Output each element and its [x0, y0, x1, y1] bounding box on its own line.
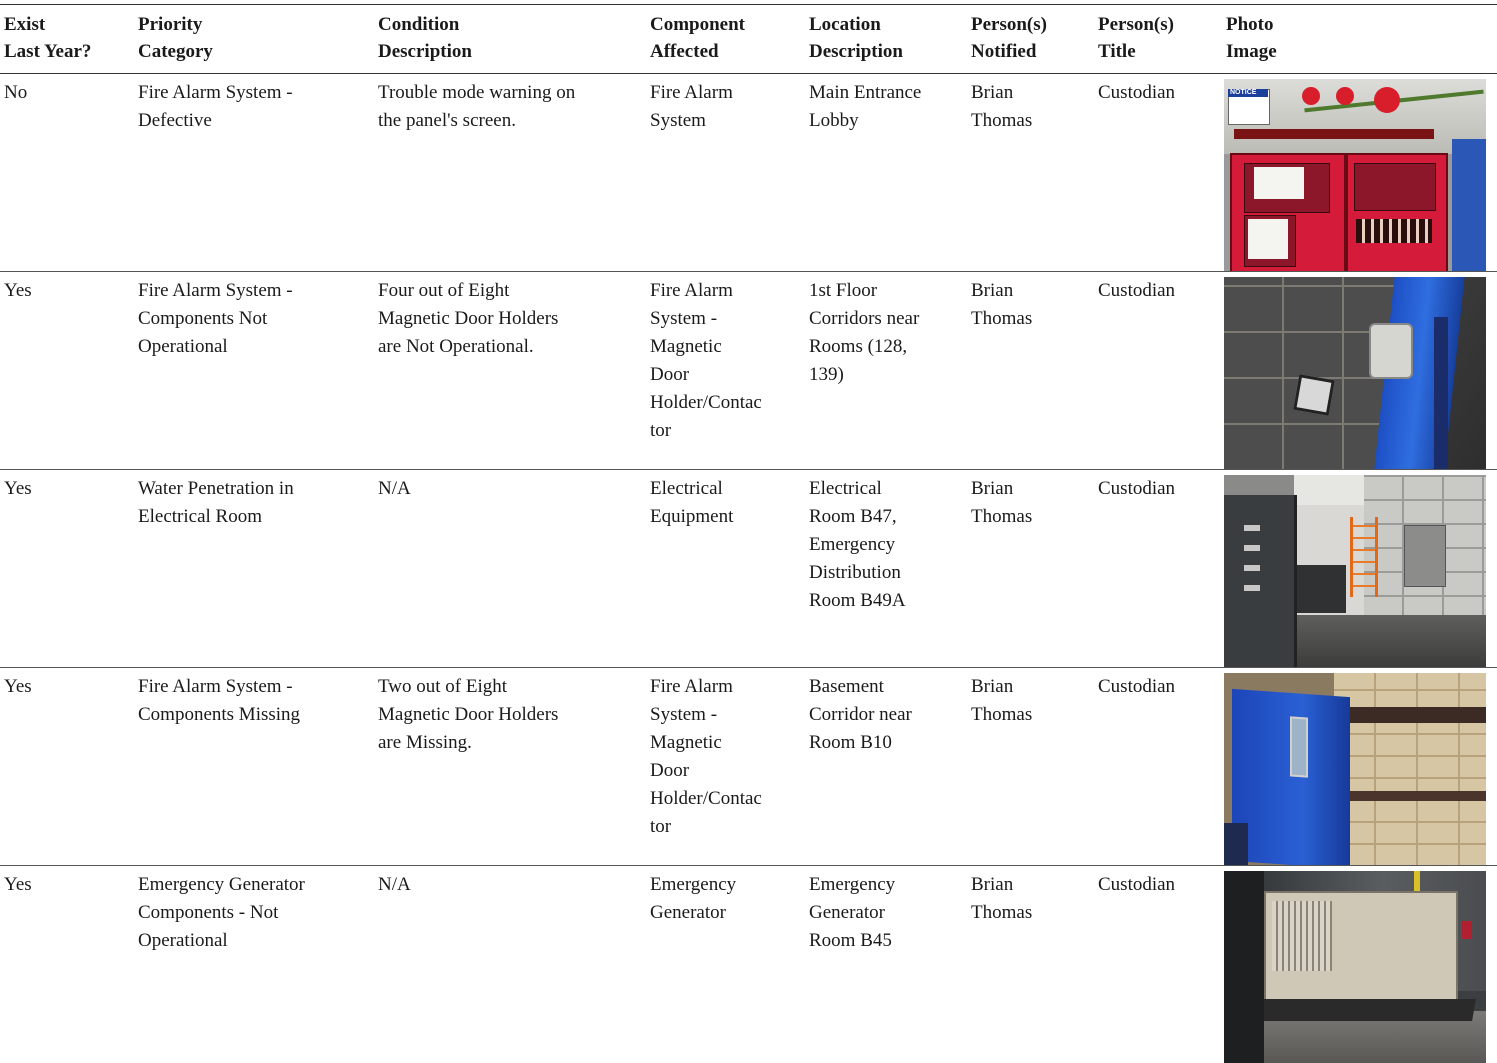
photo-emergency-generator	[1224, 871, 1486, 1063]
cell-component: Electrical Equipment	[646, 470, 805, 668]
header-persons-notified: Person(s) Notified	[967, 5, 1094, 74]
header-persons-title: Person(s) Title	[1094, 5, 1222, 74]
cell-condition: Two out of Eight Magnetic Door Holders are Missing.	[374, 668, 646, 866]
header-condition-description: Condition Description	[374, 5, 646, 74]
cell-title: Custodian	[1094, 866, 1222, 1063]
photo-basement-door	[1224, 673, 1486, 865]
cell-condition: N/A	[374, 470, 646, 668]
deficiency-table	[0, 4, 1497, 1063]
notice-sign-text: NOTICE	[1230, 89, 1256, 96]
cell-priority: Fire Alarm System - Components Missing	[134, 668, 374, 866]
table-row	[0, 866, 1497, 1063]
cell-condition: N/A	[374, 866, 646, 1063]
header-row	[0, 5, 1497, 74]
cell-notified: Brian Thomas	[967, 470, 1094, 668]
cell-exist: Yes	[0, 866, 134, 1063]
cell-title: Custodian	[1094, 470, 1222, 668]
cell-location: Emergency Generator Room B45	[805, 866, 967, 1063]
cell-location: Main Entrance Lobby	[805, 74, 967, 272]
cell-location: 1st Floor Corridors near Rooms (128, 139)	[805, 272, 967, 470]
photo-fire-alarm-panel	[1224, 79, 1486, 271]
photo-electrical-room	[1224, 475, 1486, 667]
cell-exist: Yes	[0, 470, 134, 668]
cell-condition: Four out of Eight Magnetic Door Holders are Not Operational.	[374, 272, 646, 470]
cell-notified: Brian Thomas	[967, 272, 1094, 470]
cell-component: Fire Alarm System - Magnetic Door Holder/Contac tor	[646, 668, 805, 866]
table-row	[0, 668, 1497, 866]
table-header	[0, 5, 1497, 74]
cell-photo	[1222, 470, 1497, 668]
photo-magnetic-door-holder	[1224, 277, 1486, 469]
header-location-description: Location Description	[805, 5, 967, 74]
cell-component: Fire Alarm System - Magnetic Door Holder/Contac tor	[646, 272, 805, 470]
cell-priority: Fire Alarm System - Defective	[134, 74, 374, 272]
cell-priority: Water Penetration in Electrical Room	[134, 470, 374, 668]
header-photo-image: Photo Image	[1222, 5, 1497, 74]
cell-condition: Trouble mode warning on the panel's screen.	[374, 74, 646, 272]
cell-exist: Yes	[0, 272, 134, 470]
header-priority-category: Priority Category	[134, 5, 374, 74]
cell-title: Custodian	[1094, 74, 1222, 272]
cell-exist: No	[0, 74, 134, 272]
cell-notified: Brian Thomas	[967, 866, 1094, 1063]
cell-photo	[1222, 272, 1497, 470]
cell-location: Electrical Room B47, Emergency Distribution Room B49A	[805, 470, 967, 668]
cell-exist: Yes	[0, 668, 134, 866]
table-row	[0, 470, 1497, 668]
cell-photo	[1222, 74, 1497, 272]
cell-location: Basement Corridor near Room B10	[805, 668, 967, 866]
cell-component: Fire Alarm System	[646, 74, 805, 272]
table-row	[0, 272, 1497, 470]
cell-component: Emergency Generator	[646, 866, 805, 1063]
cell-priority: Emergency Generator Components - Not Operational	[134, 866, 374, 1063]
table-row	[0, 74, 1497, 272]
header-component-affected: Component Affected	[646, 5, 805, 74]
cell-notified: Brian Thomas	[967, 668, 1094, 866]
cell-notified: Brian Thomas	[967, 74, 1094, 272]
cell-title: Custodian	[1094, 668, 1222, 866]
table-body	[0, 74, 1497, 1063]
cell-photo	[1222, 866, 1497, 1063]
header-exist-last-year: Exist Last Year?	[0, 5, 134, 74]
cell-priority: Fire Alarm System - Components Not Operational	[134, 272, 374, 470]
cell-title: Custodian	[1094, 272, 1222, 470]
cell-photo	[1222, 668, 1497, 866]
